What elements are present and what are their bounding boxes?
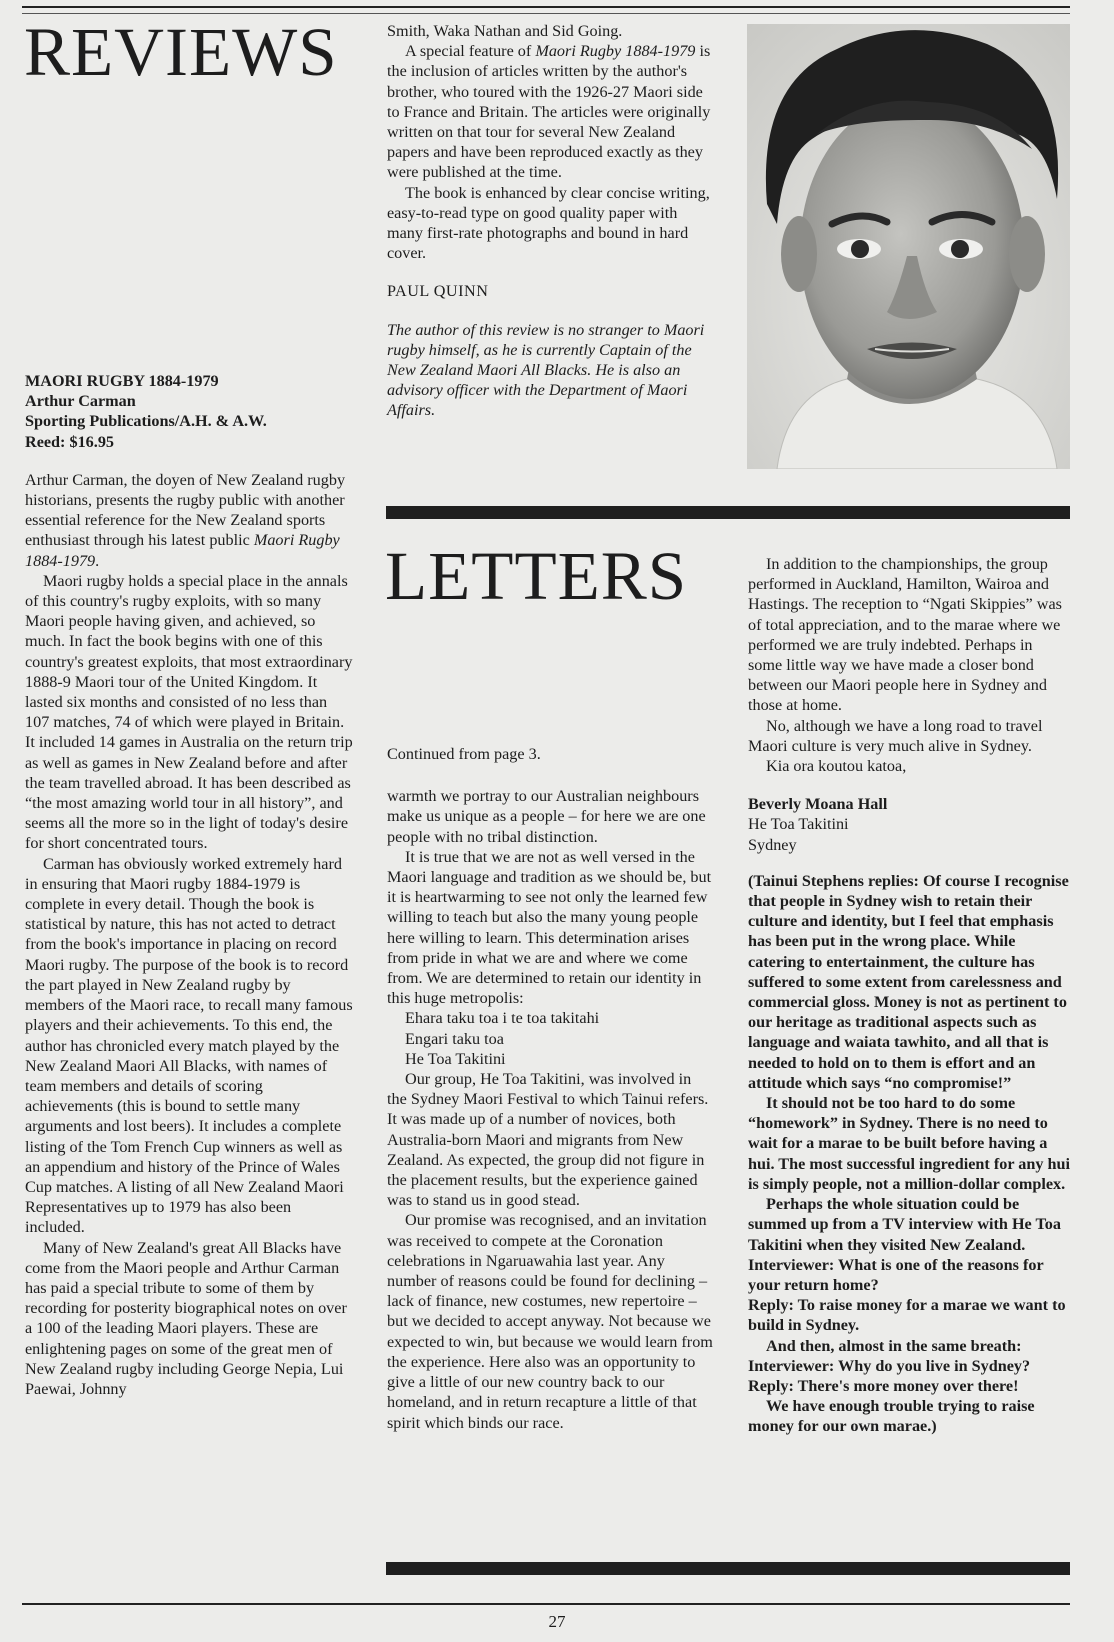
review-paragraph: Maori rugby holds a special place in the annals of this country's rugby exploits, with so many Maori people having given, and achieved, so much. In fact the book begins with one of this country's greatest exploits, that most extraordinary 1888-9 Maori tour of the United Kingdom. It lasted six months and consisted of no less than 107 matches, 74 of which were played in Britain. It included 14 games in Australia on the return trip as well as games in New Zealand before and after the team travelled abroad. It has been described as “the most amazing world tour in all history”, and seems all the more so in the light of today's desire for short concentrated tours.	[25, 571, 353, 853]
book-info	[25, 371, 353, 452]
book-title-mention: Maori Rugby 1884-1979	[25, 531, 340, 570]
letters-column-1	[387, 744, 715, 1433]
poem-line: Ehara taku toa i te toa takitahi	[405, 1009, 600, 1028]
page-number: 27	[548, 1612, 566, 1631]
reviews-column-1	[25, 371, 353, 1399]
signature-city: Sydney	[748, 835, 797, 854]
review-paragraph: The book is enhanced by clear concise writing, easy-to-read type on good quality paper with many first-rate photographs and bound in hard cover.	[387, 183, 710, 263]
reviews-heading: REVIEWS	[24, 14, 338, 90]
letters-column-2	[748, 554, 1070, 1437]
reviewer-portrait-photo	[747, 24, 1070, 469]
book-author: Arthur Carman	[25, 392, 136, 411]
signature-name: Beverly Moana Hall	[748, 795, 888, 814]
letter-paragraph: Our promise was recognised, and an invitation was received to compete at the Coronation celebrations in Ngaruawahia last year. Any number of reasons could be found for declining – lack of finance, new costumes, new repertoire – but we decided to accept anyway. Not because we expected to win, but because we would learn from the experience. Here also was an opportunity to give a little of our new country back to our homeland, and in return recapture a little of that spirit which binds our race.	[387, 1211, 713, 1432]
letter-paragraph: Our group, He Toa Takitini, was involved in the Sydney Maori Festival to which Tainui refers. It was made up of a number of novices, both Australia-born Maori and migrants from New Zealand. As expected, the group did not figure in the placement results, but the experience gained was to stand us in good stead.	[387, 1070, 709, 1210]
letter-paragraph: It is true that we are not as well versed in the Maori language and tradition as we should be, but it is heartwarming to see not only the learned few willing to teach but also the many young people here willing to learn. This determination arises from pride in what we are and where we come from. We are determined to retain our identity in this huge metropolis:	[387, 847, 712, 1008]
spacer	[748, 855, 1070, 871]
review-byline: PAUL QUINN	[387, 282, 489, 301]
review-paragraph: Many of New Zealand's great All Blacks have come from the Maori people and Arthur Carman has paid a special tribute to some of them by recording for posterity biographical notes on over a 100 of the leading Maori players. These are enlightening pages on some of the great men of New Zealand rugby including George Nepia, Lui Paewai, Johnny	[25, 1238, 347, 1398]
bottom-rule	[22, 1603, 1070, 1605]
continued-note: Continued from page 3.	[387, 745, 541, 763]
editor-reply: And then, almost in the same breath:	[766, 1336, 1022, 1355]
top-rule	[22, 6, 1070, 8]
letter-paragraph: No, although we have a long road to travel Maori culture is very much alive in Sydney.	[748, 716, 1043, 755]
reviews-column-2	[387, 21, 717, 421]
editor-reply: We have enough trouble trying to raise money for our own marae.)	[748, 1397, 1035, 1436]
editor-reply: Perhaps the whole situation could be summed up from a TV interview with He Toa Takitini when they visited New Zealand.	[748, 1195, 1061, 1254]
review-paragraph: A special feature of Maori Rugby 1884-1979 is the inclusion of articles written by the author's brother, who toured with the 1926-27 Maori side to France and Britain. The articles were originally written on that tour for several New Zealand papers and have been reproduced exactly as they were published at the time.	[387, 42, 711, 182]
book-title-mention: Maori Rugby 1884-1979	[535, 42, 696, 61]
signature-group: He Toa Takitini	[748, 815, 849, 834]
poem-line: Engari taku toa	[405, 1029, 504, 1048]
letters-heading: LETTERS	[385, 538, 688, 614]
letter-paragraph: warmth we portray to our Australian neighbours make us unique as a people – for here we are one people with no tribal distinction.	[387, 787, 706, 846]
poem-line: He Toa Takitini	[405, 1049, 506, 1068]
review-paragraph: Carman has obviously worked extremely hard in ensuring that Maori rugby 1884-1979 is complete in every detail. Though the book is statistical by nature, this has not acted to detract from the book's importance in placing on record Maori rugby. The purpose of the book is to record the part played in New Zealand rugby by members of the Maori race, to recall many famous players and their achievements. To this end, the author has chronicled every match played by the New Zealand Maori All Blacks, with names of team members and details of scoring achievements (this is bound to settle many arguments and lost beers). It includes a complete listing of the Tom French Cup winners as well as an appendium and history of the Prince of Wales Cup matches. A listing of all New Zealand Maori Representatives up to 1979 has also been included.	[25, 854, 353, 1237]
interview-answer: Reply: To raise money for a marae we want to build in Sydney.	[748, 1296, 1066, 1335]
editor-reply: (Tainui Stephens replies: Of course I recognise that people in Sydney wish to retain their culture and identity, but I feel that emphasis has been put in the wrong place. While catering to entertainment, the culture has suffered to some extent from carelessness and commercial gloss. Money is not as pertinent to our heritage as traditional aspects such as language and waiata tawhito, and all that is needed to hold on to them is effort and an attitude which says “no compromise!”	[748, 871, 1069, 1092]
section-end-bar	[386, 1562, 1070, 1575]
section-divider-bar	[386, 506, 1070, 519]
book-price: Reed: $16.95	[25, 432, 115, 451]
book-title: MAORI RUGBY 1884-1979	[25, 372, 219, 390]
editor-reply: It should not be too hard to do some “homework” in Sydney. There is no need to wait for a marae to be built before having a hui. The most successful ingredient for any hui is simply people, not a million-dollar complex.	[748, 1094, 1071, 1193]
letter-paragraph: In addition to the championships, the group performed in Auckland, Hamilton, Wairoa and Hastings. The reception to “Ngati Skippies” was of total appreciation, and to the marae where we performed we are truly indebted. Perhaps in some little way we have made a closer bond between our Maori people here in Sydney and those at home.	[748, 555, 1062, 715]
book-publisher: Sporting Publications/A.H. & A.W.	[25, 412, 267, 431]
interview-question: Interviewer: Why do you live in Sydney?	[748, 1356, 1031, 1375]
review-paragraph: Arthur Carman, the doyen of New Zealand rugby historians, presents the rugby public with another essential reference for the New Zealand sports enthusiast through his latest public Maori Rugby 1884-1979.	[25, 470, 346, 570]
review-paragraph: Smith, Waka Nathan and Sid Going.	[387, 22, 623, 40]
letter-paragraph: Kia ora koutou katoa,	[766, 757, 907, 776]
interview-question: Interviewer: What is one of the reasons for your return home?	[748, 1255, 1044, 1294]
reviewer-bio: The author of this review is no stranger to Maori rugby himself, as he is currently Captain of the New Zealand Maori All Blacks. He is also an advisory officer with the Department of Maori Affairs.	[387, 320, 705, 420]
interview-answer: Reply: There's more money over there!	[748, 1376, 1019, 1395]
